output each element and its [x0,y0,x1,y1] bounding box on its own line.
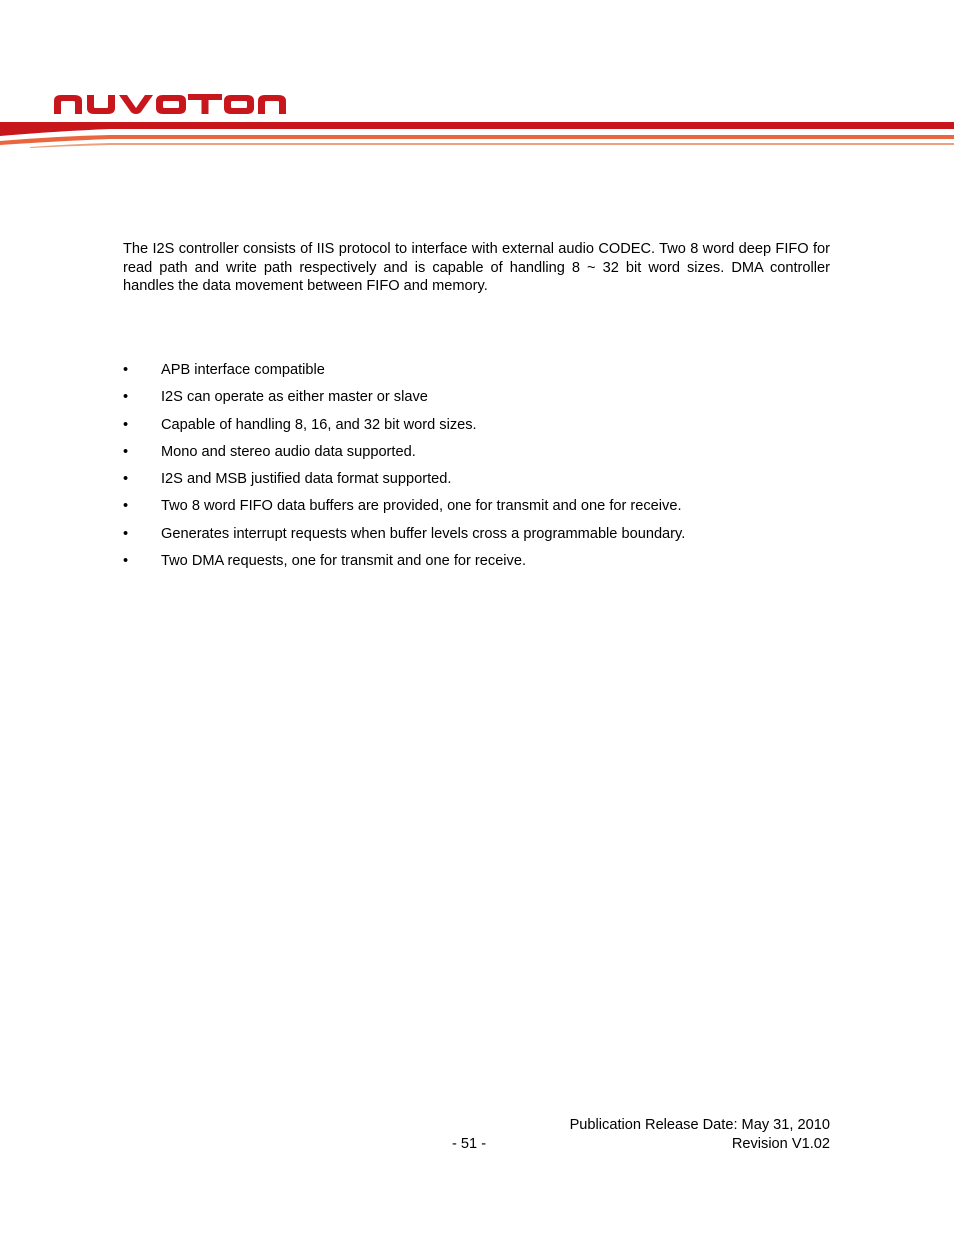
header-band [0,118,954,148]
bullet-icon: • [123,471,129,488]
intro-paragraph: The I2S controller consists of IIS protocol to interface with external audio CODEC. Two 8 word deep FIFO for read path and write path respectively and is capable of handling 8 ~ 32 bit word sizes. DMA controller handles the data movement between FIFO and memory. [123,241,830,294]
list-item [123,470,843,497]
publication-date: Publication Release Date: May 31, 2010 [569,1117,830,1133]
bullet-icon: • [123,389,129,406]
page-number: - 51 - [452,1136,487,1152]
feature-text: Two 8 word FIFO data buffers are provided, one for transmit and one for receive. [161,498,682,515]
feature-text: Two DMA requests, one for transmit and one for receive. [161,553,527,570]
list-item [123,552,843,579]
revision: Revision V1.02 [731,1136,830,1152]
feature-text: Mono and stereo audio data supported. [161,443,416,460]
feature-text: Capable of handling 8, 16, and 32 bit word sizes. [161,416,477,433]
bullet-icon: • [123,498,129,515]
list-item [123,443,843,470]
list-item [123,497,843,524]
bullet-icon: • [123,416,129,433]
bullet-icon: • [123,362,129,378]
feature-text: I2S and MSB justified data format supported. [161,471,452,488]
bullet-icon: • [123,443,129,460]
list-item [123,361,843,388]
feature-text: Generates interrupt requests when buffer levels cross a programmable boundary. [161,525,686,542]
feature-text: APB interface compatible [161,362,325,378]
nuvoton-logo [52,92,308,116]
list-item [123,416,843,443]
list-item [123,388,843,415]
feature-list [123,361,843,579]
list-item [123,525,843,552]
feature-text: I2S can operate as either master or slave [161,389,428,406]
bullet-icon: • [123,525,129,542]
bullet-icon: • [123,553,129,570]
